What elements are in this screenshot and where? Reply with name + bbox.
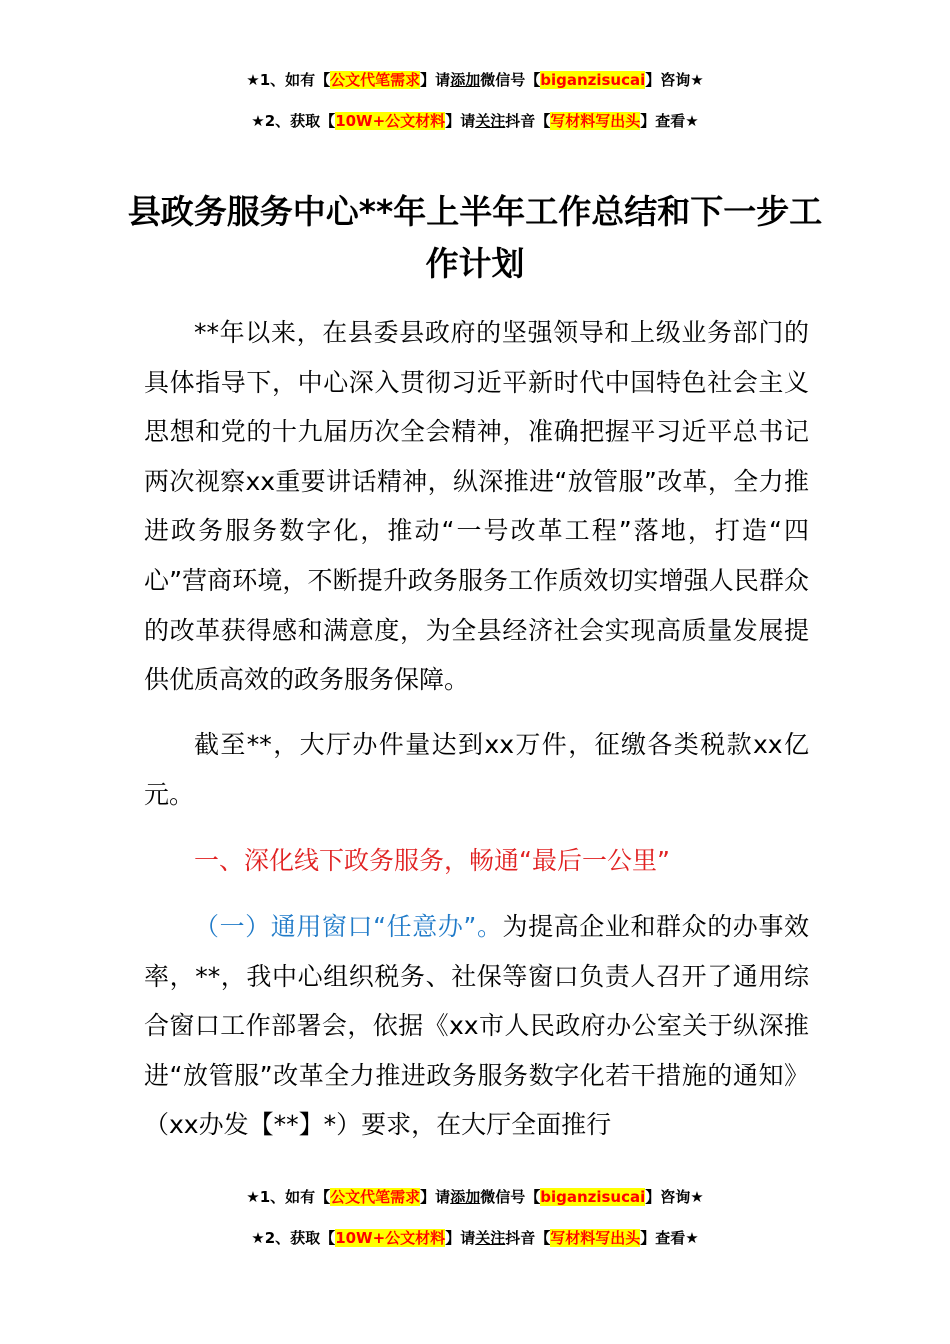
- footer-1-mid2: 微信号【: [480, 1188, 541, 1206]
- banner-1-highlight-wechat: biganzisucai: [540, 71, 646, 89]
- footer-1-highlight-service: 公文代笔需求: [330, 1188, 421, 1206]
- document-body-3: [144, 836, 809, 886]
- paragraph-stats: 截至**，大厅办件量达到xx万件，征缴各类税款xx亿元。: [144, 730, 809, 809]
- footer-2-suffix: 】查看★: [640, 1229, 699, 1247]
- footer-2-highlight-materials: 10W+公文材料: [335, 1229, 446, 1247]
- banner-1-highlight-service: 公文代笔需求: [330, 71, 421, 89]
- subheading-1: （一）通用窗口“任意办”。: [194, 912, 503, 941]
- paragraph-intro: **年以来，在县委县政府的坚强领导和上级业务部门的具体指导下，中心深入贯彻习近平新时代中国特色社会主义思想和党的十九届历次全会精神，准确把握平习近平总书记两次视察xx重要讲话精神，纵深推进“放管服”改革，全力推进政务服务数字化，推动“一号改革工程”落地，打造“四心”营商环境，不断提升政务服务工作质效切实增强人民群众的改革获得感和满意度，为全县经济社会实现高质量发展提供优质高效的政务服务保障。: [144, 318, 809, 695]
- footer-1-emphasis: 添加: [450, 1188, 481, 1206]
- banner-2-mid: 】请: [445, 112, 476, 130]
- banner-1-prefix: ★1、如有【: [246, 71, 331, 89]
- footer-1-prefix: ★1、如有【: [246, 1188, 331, 1206]
- banner-2-emphasis: 关注: [475, 112, 506, 130]
- footer-banner-line-1: [0, 1187, 950, 1207]
- footer-2-emphasis: 关注: [475, 1229, 506, 1247]
- document-body-4: [144, 902, 809, 1150]
- document-body: [144, 308, 809, 705]
- footer-2-mid2: 抖音【: [505, 1229, 551, 1247]
- footer-1-mid: 】请: [420, 1188, 451, 1206]
- banner-2-highlight-douyin: 写材料写出头: [550, 112, 641, 130]
- banner-2-mid2: 抖音【: [505, 112, 551, 130]
- banner-1-suffix: 】咨询★: [645, 71, 704, 89]
- footer-banner-line-2: [0, 1228, 950, 1248]
- banner-2-suffix: 】查看★: [640, 112, 699, 130]
- banner-1-mid: 】请: [420, 71, 451, 89]
- section-heading-1: 一、深化线下政务服务，畅通“最后一公里”: [194, 846, 670, 875]
- footer-1-highlight-wechat: biganzisucai: [540, 1188, 646, 1206]
- banner-1-mid2: 微信号【: [480, 71, 541, 89]
- banner-line-1: [0, 70, 950, 90]
- footer-2-prefix: ★2、获取【: [251, 1229, 336, 1247]
- document-body-2: [144, 720, 809, 819]
- banner-1-emphasis: 添加: [450, 71, 481, 89]
- footer-2-highlight-douyin: 写材料写出头: [550, 1229, 641, 1247]
- footer-2-mid: 】请: [445, 1229, 476, 1247]
- paragraph-window-text: 为提高企业和群众的办事效率，**，我中心组织税务、社保等窗口负责人召开了通用综合窗口工作部署会，依据《xx市人民政府办公室关于纵深推进“放管服”改革全力推进政务服务数字化若干措施的通知》（xx办发【**】*）要求，在大厅全面推行: [144, 912, 809, 1140]
- document-title: 县政务服务中心**年上半年工作总结和下一步工作计划: [127, 192, 823, 283]
- footer-1-suffix: 】咨询★: [645, 1188, 704, 1206]
- banner-2-highlight-materials: 10W+公文材料: [335, 112, 446, 130]
- banner-2-prefix: ★2、获取【: [251, 112, 336, 130]
- paragraph-window: [144, 902, 809, 1150]
- banner-line-2: [0, 111, 950, 131]
